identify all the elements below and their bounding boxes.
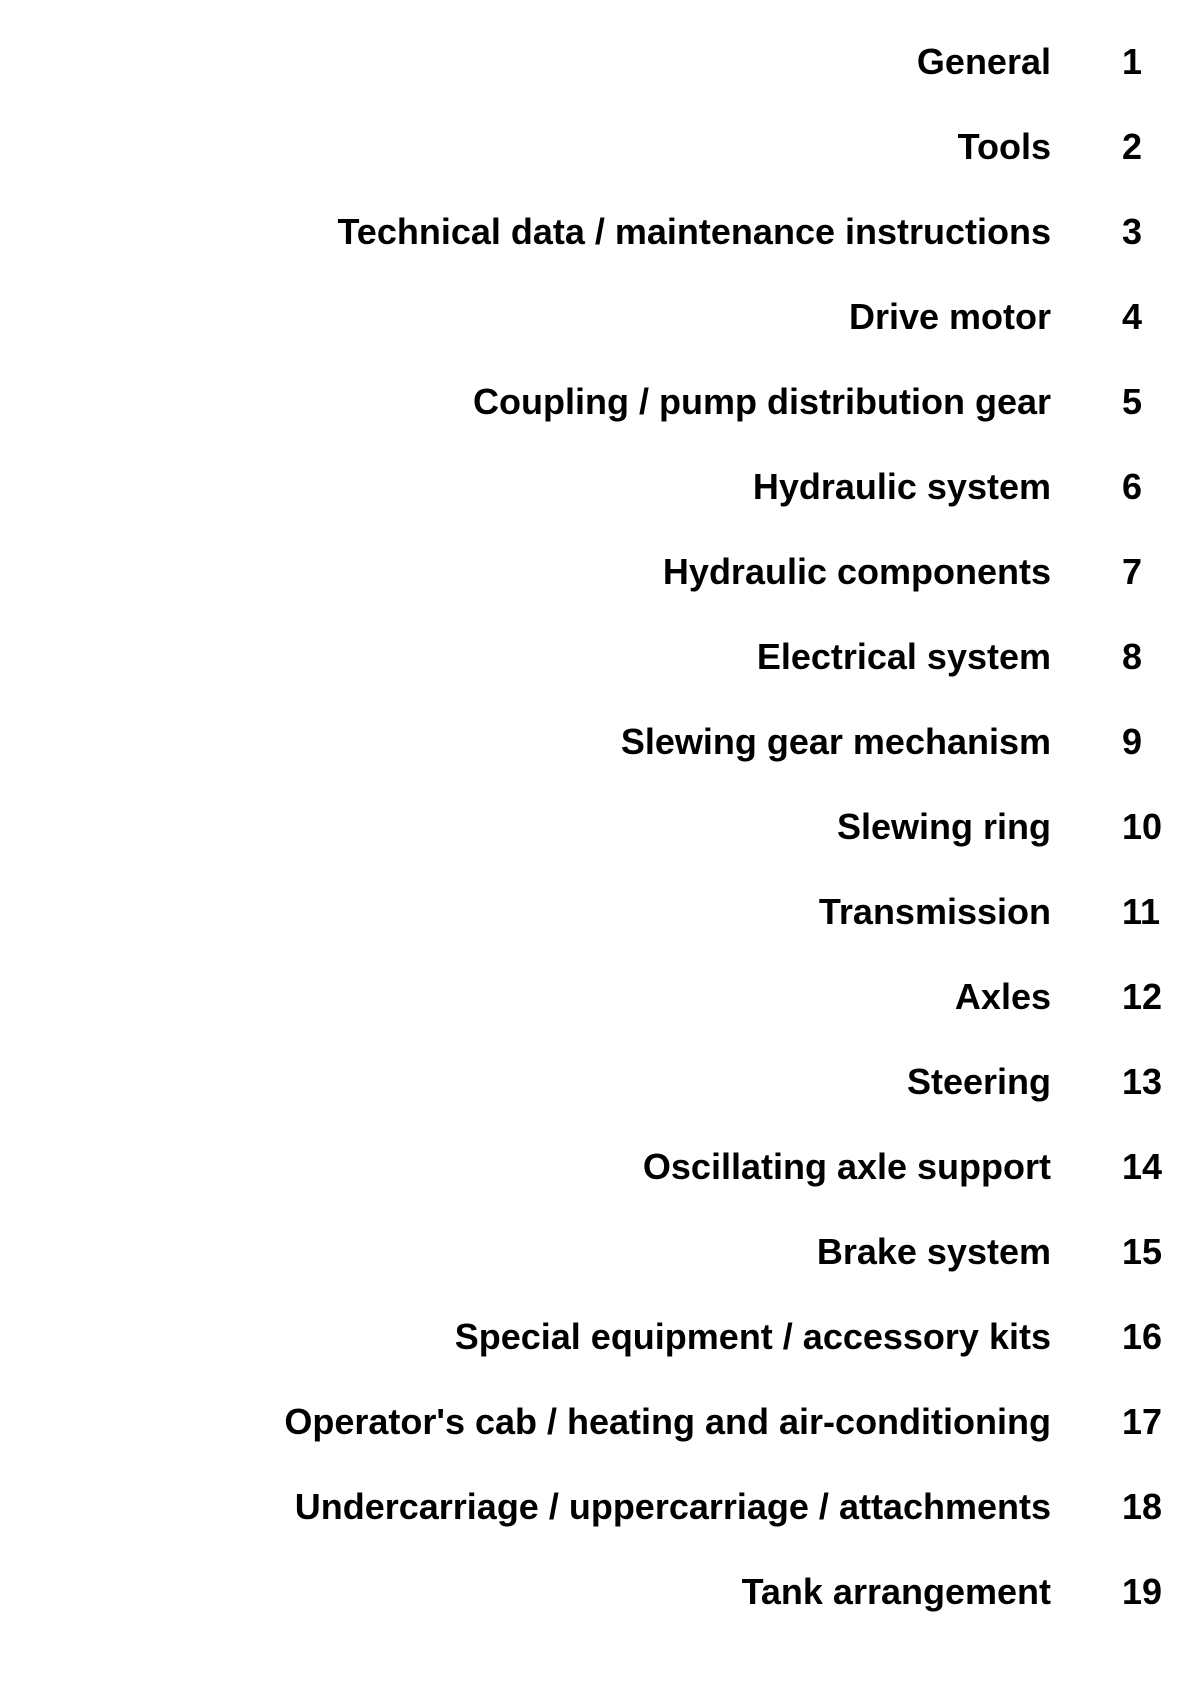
toc-entry-technical-data[interactable]: [0, 202, 1191, 262]
toc-entry-number: 3: [1122, 211, 1143, 252]
toc-entry-tank-arrangement[interactable]: [0, 1562, 1191, 1622]
toc-entry-title: Coupling / pump distribution gear: [473, 381, 1051, 422]
toc-entry-slewing-gear[interactable]: [0, 712, 1191, 772]
toc-entry-slewing-ring[interactable]: [0, 797, 1191, 857]
toc-entry-title: Transmission: [818, 891, 1051, 932]
toc-entry-steering[interactable]: [0, 1052, 1191, 1112]
toc-entry-title: Hydraulic system: [752, 466, 1051, 507]
toc-entry-axles[interactable]: [0, 967, 1191, 1027]
toc-entry-tools[interactable]: [0, 117, 1191, 177]
toc-entry-number: 18: [1122, 1486, 1163, 1527]
toc-entry-title: Tank arrangement: [741, 1571, 1051, 1612]
toc-entry-number: 15: [1122, 1231, 1163, 1272]
toc-entry-coupling[interactable]: [0, 372, 1191, 432]
toc-entry-brake-system[interactable]: [0, 1222, 1191, 1282]
toc-entry-title: Hydraulic components: [662, 551, 1051, 592]
toc-entry-title: Slewing ring: [836, 806, 1051, 847]
toc-entry-drive-motor[interactable]: [0, 287, 1191, 347]
toc-entry-title: Slewing gear mechanism: [620, 721, 1051, 762]
toc-entry-special-equipment[interactable]: [0, 1307, 1191, 1367]
toc-entry-number: 10: [1122, 806, 1163, 847]
toc-entry-title: Oscillating axle support: [642, 1146, 1051, 1187]
toc-entry-general[interactable]: [0, 32, 1191, 92]
toc-entry-number: 8: [1122, 636, 1143, 677]
toc-entry-hydraulic-components[interactable]: [0, 542, 1191, 602]
toc-entry-number: 13: [1122, 1061, 1163, 1102]
toc-entry-undercarriage[interactable]: [0, 1477, 1191, 1537]
toc-entry-number: 4: [1122, 296, 1143, 337]
toc-entry-title: Operator's cab / heating and air-conditioning: [284, 1401, 1051, 1442]
toc-entry-number: 19: [1122, 1571, 1163, 1612]
toc-entry-title: Special equipment / accessory kits: [454, 1316, 1051, 1357]
toc-entry-number: 12: [1122, 976, 1163, 1017]
toc-entry-hydraulic-system[interactable]: [0, 457, 1191, 517]
toc-entry-number: 9: [1122, 721, 1143, 762]
toc-entry-number: 1: [1122, 41, 1143, 82]
toc-entry-title: Brake system: [816, 1231, 1051, 1272]
toc-entry-title: Steering: [906, 1061, 1051, 1102]
toc-entry-number: 5: [1122, 381, 1143, 422]
toc-entry-operators-cab[interactable]: [0, 1392, 1191, 1452]
toc-entry-title: Undercarriage / uppercarriage / attachments: [294, 1486, 1051, 1527]
toc-entry-title: Technical data / maintenance instructions: [337, 211, 1051, 252]
toc-entry-title: Drive motor: [848, 296, 1051, 337]
toc-entry-oscillating-axle-support[interactable]: [0, 1137, 1191, 1197]
toc-entry-number: 7: [1122, 551, 1143, 592]
toc-entry-number: 14: [1122, 1146, 1163, 1187]
toc-entry-number: 17: [1122, 1401, 1163, 1442]
toc-entry-number: 2: [1122, 126, 1143, 167]
toc-entry-title: General: [916, 41, 1051, 82]
toc-entry-transmission[interactable]: [0, 882, 1191, 942]
toc-entry-title: Axles: [954, 976, 1051, 1017]
toc-entry-electrical-system[interactable]: [0, 627, 1191, 687]
toc-entry-title: Electrical system: [756, 636, 1051, 677]
toc-entry-title: Tools: [957, 126, 1051, 167]
toc-entry-number: 16: [1122, 1316, 1163, 1357]
toc-entry-number: 11: [1122, 891, 1161, 932]
toc-entry-number: 6: [1122, 466, 1143, 507]
